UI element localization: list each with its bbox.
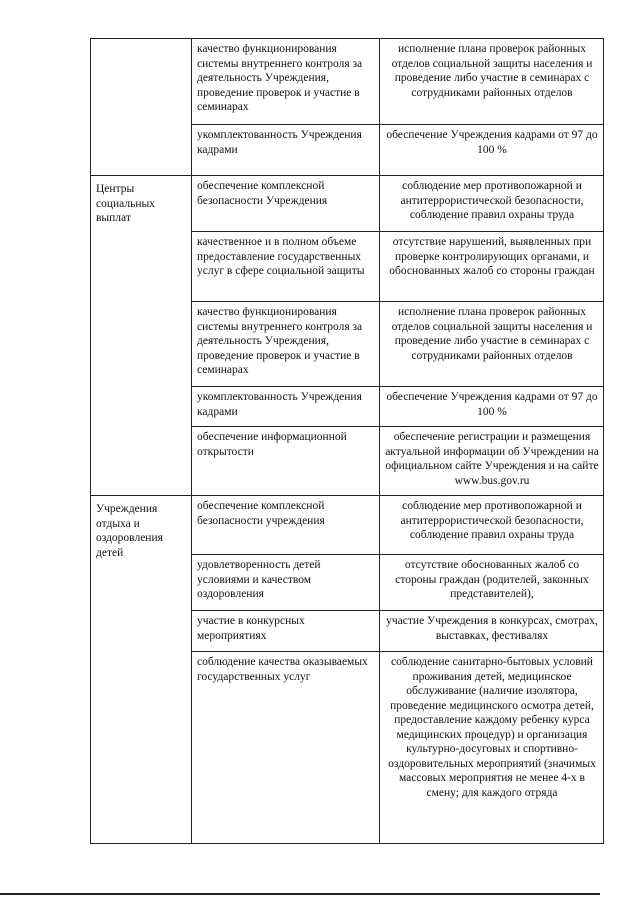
indicator-cell: обеспечение Учреждения кадрами от 97 до 100 % <box>380 125 604 176</box>
criterion-cell: соблюдение качества оказываемых государственных услуг <box>192 652 380 844</box>
indicator-cell: соблюдение санитарно-бытовых условий проживания детей, медицинское обслуживание (наличие изолятора, проведение медицинского осмотра детей, предоставление каждому ребенку курса медицинских процедур) и организация культурно-досуговых и спортивно-оздоровительных мероприятий (значимых массовых мероприятия не менее 4-х в смену; для каждого отряда <box>380 652 604 844</box>
institution-cell: Учреждения отдыха и оздоровления детей <box>91 496 192 844</box>
criterion-cell: обеспечение комплексной безопасности Учреждения <box>192 176 380 232</box>
criterion-cell: качество функционирования системы внутреннего контроля за деятельность Учреждения, проведение проверок и участие в семинарах <box>192 39 380 125</box>
criterion-cell: удовлетворенность детей условиями и качеством оздоровления <box>192 555 380 611</box>
criterion-cell: обеспечение комплексной безопасности учреждения <box>192 496 380 555</box>
institution-cell <box>91 39 192 176</box>
indicator-cell: соблюдение мер противопожарной и антитеррористической безопасности, соблюдение правил охраны труда <box>380 496 604 555</box>
criteria-table <box>90 38 604 844</box>
indicator-cell: исполнение плана проверок районных отделов социальной защиты населения и проведение либо участие в семинарах с сотрудниками районных отделов <box>380 302 604 387</box>
indicator-cell: обеспечение регистрации и размещения актуальной информации об Учреждении на официальном сайте Учреждения и на сайте www.bus.gov.ru <box>380 427 604 496</box>
criterion-cell: участие в конкурсных мероприятиях <box>192 611 380 652</box>
table-row <box>91 176 604 232</box>
indicator-cell: отсутствие нарушений, выявленных при проверке контролирующих органами, и обоснованных жалоб со стороны граждан <box>380 232 604 302</box>
indicator-cell: обеспечение Учреждения кадрами от 97 до 100 % <box>380 387 604 427</box>
criterion-cell: обеспечение информационной открытости <box>192 427 380 496</box>
indicator-cell: соблюдение мер противопожарной и антитеррористической безопасности, соблюдение правил охраны труда <box>380 176 604 232</box>
institution-cell: Центры социальных выплат <box>91 176 192 496</box>
criterion-cell: качественное и в полном объеме предоставление государственных услуг в сфере социальной защиты <box>192 232 380 302</box>
indicator-cell: исполнение плана проверок районных отделов социальной защиты населения и проведение либо участие в семинарах с сотрудниками районных отделов <box>380 39 604 125</box>
criterion-cell: качество функционирования системы внутреннего контроля за деятельность Учреждения, проведение проверок и участие в семинарах <box>192 302 380 387</box>
page-bottom-rule <box>0 893 600 895</box>
table-row <box>91 496 604 555</box>
criterion-cell: укомплектованность Учреждения кадрами <box>192 125 380 176</box>
criterion-cell: укомплектованность Учреждения кадрами <box>192 387 380 427</box>
indicator-cell: отсутствие обоснованных жалоб со стороны граждан (родителей, законных представителей), <box>380 555 604 611</box>
table-row <box>91 39 604 125</box>
indicator-cell: участие Учреждения в конкурсах, смотрах, выставках, фестивалях <box>380 611 604 652</box>
